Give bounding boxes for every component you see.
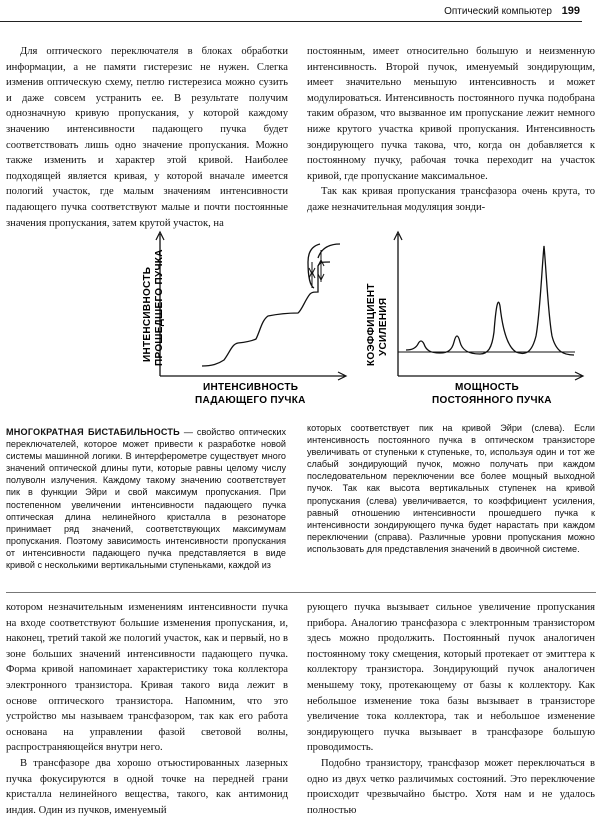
caption-heading: МНОГОКРАТНАЯ БИСТАБИЛЬНОСТЬ [6, 427, 180, 437]
caption-text: — свойство оптических переключателей, которое может привести к разработке новой системы машинной логики. В интерферометре существует много значений оптической длины пути, которые равны целому числу полуволн излучения. Каждому такому значению соответствует пик в функции Эйри и свой максимум пропускания. При постепенном увеличении интенсивности падающего пучка оптическая длина нелинейного кристалла в резонаторе принимает ряд значений, соответствующих максимумам пропускания. Поэтому зависимость интенсивности пропускания от интенсивности падающего пучка представляется в виде кривой с несколькими вертикальными ступеньками, каждой из [6, 427, 286, 571]
column-top-right [307, 44, 595, 216]
y-axis-label-line1: КОЭФФИЦИЕНТ [366, 283, 377, 366]
paragraph: В трансфазоре два хорошо отъюстированных лазерных пучка фокусируются в одной точке на передней грани кристалла нелинейного вещества, такого, как антимонид индия. Один из пучков, именуемый [6, 757, 288, 816]
x-axis-label-line1: ИНТЕНСИВНОСТЬ [203, 382, 299, 393]
column-top-left [6, 44, 288, 231]
x-axis-label-line2: ПАДАЮЩЕГО ПУЧКА [195, 395, 306, 406]
column-bottom-left [6, 600, 288, 818]
transmission-curve [202, 262, 330, 366]
paragraph: Подобно транзистору, трансфазор может переключаться в одно из двух четко различимых состояний. Это переключение происходит чрезвычайно быстро. Хотя нам и не удалось полностью [307, 757, 595, 816]
paragraph: Так как кривая пропускания трансфазора очень крута, то даже незначительная модуляция зонди- [307, 186, 595, 213]
gain-curve-figure [360, 226, 590, 416]
page-number: 199 [561, 5, 580, 17]
header-rule [0, 21, 582, 22]
paragraph: котором незначительным изменениям интенсивности пучка на входе соответствуют большие изменения пропускания, и, наконец, третий такой же пологий участок, как и первый, но в зоне больших значений интенсивности падающего пучка. Форма кривой напоминает характеристику тока коллектора электронного транзистора. Кривая такого вида лежит в основе оптического транзистора. Напомним, что это устройство мы называем трансфазором, так как его работа основана на управлении фазой световой волны, распространяющейся внутри него. [6, 602, 288, 754]
caption-text: которых соответствует пик на кривой Эйри (слева). Если интенсивность постоянного пучка в оптическом транзисторе увеличивать от ступеньки к ступеньке, то, используя один и тот же слабый зондирующий пучок, можно получать при каждом последовательном переключении все более мощный выходной пучок. Так как высота вертикальных ступенек на кривой пропускания (слева) увеличивается, то коэффициент усиления, равный отношению интенсивности прошедшего пучка к интенсивности зондирующего пучка будет нарастать при каждом переключении (справа). Различные уровни пропускания можно использовать для представления значений в двоичной системе. [307, 423, 595, 554]
running-header [0, 4, 600, 20]
y-axis-label-line1: ИНТЕНСИВНОСТЬ [142, 266, 153, 362]
y-axis-label-line2: ПРОШЕДШЕГО ПУЧКА [154, 249, 165, 366]
header-title: Оптический компьютер [444, 6, 552, 17]
paragraph: рующего пучка вызывает сильное увеличение пропускания прибора. Аналогию трансфазора с электронным транзистором здесь можно продолжить. Постоянный пучок аналогичен постоянному току смещения, который протекает от эмиттера к коллектору транзистора. Зондирующий пучок аналогичен меньшему току, протекающему от базы к коллектору. Как небольшое изменение тока базы вызывает в транзисторе увеличение тока коллектора, так и небольшое изменение зондирующего пучка вызывает в трансфазоре большую проводимость. [307, 602, 595, 754]
y-axis-label-line2: УСИЛЕНИЯ [378, 297, 389, 356]
figure-caption-left [6, 426, 286, 571]
bistability-curve-figure [140, 226, 350, 416]
figure-caption-right [307, 422, 595, 555]
hysteresis-loop-left [308, 244, 320, 262]
x-axis-label-line2: ПОСТОЯННОГО ПУЧКА [432, 395, 552, 406]
section-divider [6, 592, 596, 593]
paragraph: постоянным, имеет относительно большую и неизменную интенсивность. Второй пучок, именуемый зондирующим, имеет значительно меньшую интенсивность и может модулироваться. Интенсивность постоянного пучка подобрана таким образом, что вызванное им пропускание лежит немного ниже крутого участка кривой пропускания. Интенсивность зондирующего пучка такова, что, когда он добавляется к постоянному пучку, рабочая точка переходит на участок кривой, где пропускание максимальное. [307, 46, 595, 182]
gain-curve [406, 246, 574, 355]
x-axis-label-line1: МОЩНОСТЬ [455, 382, 519, 393]
column-bottom-right [307, 600, 595, 818]
paragraph: Для оптического переключателя в блоках обработки информации, а не памяти гистерезис не нужен. Слегка изменив оптическую схему, петлю гистерезиса можно сузить и даже совсем устранить ее. В результате получим однозначную кривую пропускания, у которой каждому значению интенсивности падающего пучка будет соответствовать лишь одно значение пропускания. Можно также изменить и характер этой кривой. Наиболее подходящей является кривая, у которой вначале имеется пологий участок, где малым значениям интенсивности падающего пучка соответствуют малые и почти постоянные значения пропускания, затем крутой участок, на [6, 46, 288, 229]
